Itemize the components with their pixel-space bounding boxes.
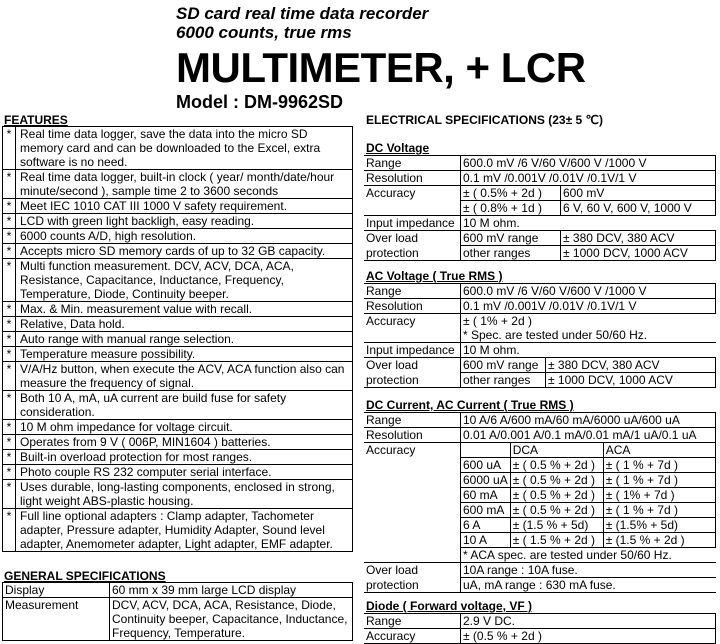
current-r-cell: 60 mA bbox=[461, 488, 511, 503]
spec-label: protection bbox=[364, 373, 461, 388]
general-row-measurement bbox=[3, 598, 353, 641]
current-aca-cell: ± ( 1 % + 7d ) bbox=[603, 458, 715, 473]
spec-label: Resolution bbox=[364, 299, 461, 314]
spec-value: 600 mV range bbox=[461, 358, 546, 373]
general-label: Display bbox=[3, 583, 110, 598]
general-table bbox=[2, 582, 353, 641]
bullet-asterisk: * bbox=[3, 362, 16, 391]
spec-label: Range bbox=[364, 614, 461, 629]
feature-text: Meet IEC 1010 CAT III 1000 V safety requirement. bbox=[16, 199, 353, 214]
bullet-asterisk: * bbox=[3, 435, 16, 450]
general-heading: GENERAL SPECIFICATIONS bbox=[4, 569, 166, 583]
feature-item bbox=[3, 127, 353, 170]
spec-value: 0.01 A/0.001 A/0.1 mA/0.01 mA/1 uA/0.1 uA bbox=[461, 428, 716, 443]
general-label: Measurement bbox=[3, 598, 110, 641]
feature-text: Auto range with manual range selection. bbox=[16, 332, 353, 347]
spec-label: Input impedance bbox=[364, 216, 461, 231]
feature-item bbox=[3, 362, 353, 391]
bullet-asterisk: * bbox=[3, 229, 16, 244]
current-accuracy-row bbox=[364, 488, 716, 503]
feature-text: Multi function measurement. DCV, ACV, DCA, ACA, Resistance, Capacitance, Inductance, Frequency, Temperature, Diode, Continuity beeper. bbox=[16, 259, 353, 302]
current-table bbox=[364, 412, 716, 593]
bullet-asterisk: * bbox=[3, 450, 16, 465]
current-aca-cell: ± ( 1% + 7d ) bbox=[603, 488, 715, 503]
bullet-asterisk: * bbox=[3, 465, 16, 480]
spec-value: 0.1 mV /0.001V /0.01V /0.1V/1 V bbox=[461, 171, 716, 186]
feature-text: Real time data logger, built-in clock ( year/ month/date/hour minute/second ), sample time 2 to 3600 seconds bbox=[16, 170, 353, 199]
feature-text: Photo couple RS 232 computer serial interface. bbox=[16, 465, 353, 480]
electrical-heading: ELECTRICAL SPECIFICATIONS (23± 5 ℃) bbox=[366, 113, 603, 127]
spec-label: Accuracy bbox=[364, 629, 461, 644]
spec-value: uA, mA range : 630 mA fuse. bbox=[461, 578, 716, 593]
current-r-cell: 600 uA bbox=[461, 458, 511, 473]
diode-heading: Diode ( Forward voltage, VF ) bbox=[366, 599, 533, 613]
feature-item bbox=[3, 302, 353, 317]
feature-item bbox=[3, 450, 353, 465]
spec-label: Over load bbox=[364, 358, 461, 373]
acv-table bbox=[364, 283, 716, 388]
spec-label: Resolution bbox=[364, 428, 461, 443]
feature-text: Built-in overload protection for most ranges. bbox=[16, 450, 353, 465]
current-aca-cell: ± (1.5% + 5d) bbox=[603, 518, 715, 533]
bullet-asterisk: * bbox=[3, 391, 16, 420]
bullet-asterisk: * bbox=[3, 317, 16, 332]
spec-label: Range bbox=[364, 284, 461, 299]
bullet-asterisk: * bbox=[3, 420, 16, 435]
spec-value: 10 M ohm. bbox=[463, 216, 520, 230]
dcv-table bbox=[364, 155, 716, 261]
header-subtitle-2: 6000 counts, true rms bbox=[176, 23, 352, 42]
feature-text: Operates from 9 V ( 006P, MIN1604 ) batteries. bbox=[16, 435, 353, 450]
current-accuracy-row bbox=[364, 518, 716, 533]
bullet-asterisk: * bbox=[3, 199, 16, 214]
current-heading: DC Current, AC Current ( True RMS ) bbox=[366, 398, 574, 412]
spec-label: Range bbox=[364, 156, 461, 171]
column-header-aca: ACA bbox=[603, 443, 715, 458]
spec-value: 600 mV range bbox=[461, 231, 561, 246]
spec-note: * Spec. are tested under 50/60 Hz. bbox=[461, 328, 716, 343]
current-accuracy-row bbox=[364, 473, 716, 488]
spec-label: Accuracy bbox=[364, 443, 461, 458]
feature-text: LCD with green light backligh, easy reading. bbox=[16, 214, 353, 229]
bullet-asterisk: * bbox=[3, 509, 16, 552]
spec-label-empty bbox=[364, 488, 461, 503]
header-subtitle-1: SD card real time data recorder bbox=[176, 4, 429, 23]
feature-item bbox=[3, 317, 353, 332]
feature-item bbox=[3, 259, 353, 302]
spec-value: other ranges bbox=[461, 373, 546, 388]
spec-label-empty bbox=[364, 328, 461, 343]
spec-value: 2.9 V DC. bbox=[461, 614, 716, 629]
feature-text: Both 10 A, mA, uA current are build fuse for safety consideration. bbox=[16, 391, 353, 420]
spec-value: 10 M ohm. bbox=[461, 343, 716, 358]
current-r-cell: 6 A bbox=[461, 518, 511, 533]
feature-text: Relative, Data hold. bbox=[16, 317, 353, 332]
general-value: 60 mm x 39 mm large LCD display bbox=[110, 583, 353, 598]
bullet-asterisk: * bbox=[3, 302, 16, 317]
spec-value: 600.0 mV /6 V/60 V/600 V /1000 V bbox=[461, 156, 716, 171]
bullet-asterisk: * bbox=[3, 214, 16, 229]
current-aca-cell: ± ( 1 % + 7d ) bbox=[603, 503, 715, 518]
bullet-asterisk: * bbox=[3, 244, 16, 259]
spec-value: 6 V, 60 V, 600 V, 1000 V bbox=[561, 201, 716, 216]
current-dca-cell: ± ( 0.5 % + 2d ) bbox=[510, 473, 603, 488]
spec-label: protection bbox=[364, 246, 461, 261]
feature-item bbox=[3, 214, 353, 229]
spec-label-empty bbox=[364, 458, 461, 473]
feature-item bbox=[3, 480, 353, 509]
bullet-asterisk: * bbox=[3, 259, 16, 302]
acv-heading: AC Voltage ( True RMS ) bbox=[366, 269, 503, 283]
feature-text: Max. & Min. measurement value with recall. bbox=[16, 302, 353, 317]
feature-text: 10 M ohm impedance for voltage circuit. bbox=[16, 420, 353, 435]
spec-label: Accuracy bbox=[364, 186, 461, 201]
feature-text: Uses durable, long-lasting components, enclosed in strong, light weight ABS-plastic housing. bbox=[16, 480, 353, 509]
current-aca-cell: ± ( 1 % + 7d ) bbox=[603, 473, 715, 488]
bullet-asterisk: * bbox=[3, 127, 16, 170]
spec-value: ± ( 0.8% + 1d ) bbox=[461, 201, 561, 216]
spec-note: * ACA spec. are tested under 50/60 Hz. bbox=[461, 548, 716, 563]
spec-label: Range bbox=[364, 413, 461, 428]
current-accuracy-row bbox=[364, 503, 716, 518]
spec-value: 600.0 mV /6 V/60 V/600 V /1000 V bbox=[461, 284, 716, 299]
spec-value: 0.1 mV /0.001V /0.01V /0.1V/1 V bbox=[461, 299, 716, 314]
spec-value: ± 380 DCV, 380 ACV bbox=[561, 231, 716, 246]
general-row-display bbox=[3, 583, 353, 598]
spec-value: ± ( 0.5% + 2d ) bbox=[461, 186, 561, 201]
current-accuracy-row bbox=[364, 458, 716, 473]
spec-cell-empty bbox=[461, 443, 511, 458]
spec-value: 10 A/6 A/600 mA/60 mA/6000 uA/600 uA bbox=[461, 413, 716, 428]
general-value: DCV, ACV, DCA, ACA, Resistance, Diode, Continuity beeper, Capacitance, Inductance, Frequency, Temperature. bbox=[110, 598, 353, 641]
spec-value: ± 380 DCV, 380 ACV bbox=[546, 358, 716, 373]
feature-item bbox=[3, 170, 353, 199]
spec-label-empty bbox=[364, 503, 461, 518]
feature-item bbox=[3, 229, 353, 244]
spec-label: Accuracy bbox=[364, 314, 461, 329]
spec-value: other ranges bbox=[461, 246, 561, 261]
feature-item bbox=[3, 347, 353, 362]
dcv-heading: DC Voltage bbox=[366, 141, 430, 155]
feature-item bbox=[3, 509, 353, 552]
current-dca-cell: ± ( 0.5 % + 2d ) bbox=[510, 503, 603, 518]
spec-label-empty bbox=[364, 201, 461, 216]
spec-value: ± 1000 DCV, 1000 ACV bbox=[561, 246, 716, 261]
feature-text: Temperature measure possibility. bbox=[16, 347, 353, 362]
spec-value: ± 1000 DCV, 1000 ACV bbox=[546, 373, 716, 388]
spec-value: 600 mV bbox=[561, 186, 716, 201]
current-dca-cell: ± (1.5 % + 5d) bbox=[510, 518, 603, 533]
spec-value: 10A range : 10A fuse. bbox=[461, 563, 716, 578]
current-dca-cell: ± ( 0.5 % + 2d ) bbox=[510, 488, 603, 503]
spec-label: protection bbox=[364, 578, 461, 593]
spec-label-empty bbox=[364, 518, 461, 533]
bullet-asterisk: * bbox=[3, 332, 16, 347]
bullet-asterisk: * bbox=[3, 170, 16, 199]
spec-value: ± (0.5 % + 2d ) bbox=[461, 629, 716, 644]
current-dca-cell: ± ( 1.5 % + 2d ) bbox=[510, 533, 603, 548]
spec-label: Resolution bbox=[364, 171, 461, 186]
feature-item bbox=[3, 465, 353, 480]
page-title: MULTIMETER, + LCR bbox=[176, 44, 586, 91]
feature-item bbox=[3, 199, 353, 214]
model-label: Model : DM-9962SD bbox=[176, 92, 344, 112]
spec-label: Input impedance bbox=[364, 343, 461, 358]
features-table bbox=[2, 126, 353, 552]
current-r-cell: 10 A bbox=[461, 533, 511, 548]
spec-label: Over load bbox=[364, 563, 461, 578]
spec-value: ± ( 1% + 2d ) bbox=[463, 314, 532, 328]
spec-label-empty bbox=[364, 548, 461, 563]
feature-item bbox=[3, 391, 353, 420]
diode-table bbox=[364, 613, 716, 644]
column-header-dca: DCA bbox=[510, 443, 603, 458]
feature-text: Accepts micro SD memory cards of up to 32 GB capacity. bbox=[16, 244, 353, 259]
feature-item bbox=[3, 244, 353, 259]
feature-text: Real time data logger, save the data into the micro SD memory card and can be downloaded to the Excel, extra software is no need. bbox=[16, 127, 353, 170]
bullet-asterisk: * bbox=[3, 347, 16, 362]
spec-label: Over load bbox=[364, 231, 461, 246]
current-r-cell: 600 mA bbox=[461, 503, 511, 518]
feature-item bbox=[3, 420, 353, 435]
current-dca-cell: ± ( 0.5 % + 2d ) bbox=[510, 458, 603, 473]
current-accuracy-row bbox=[364, 533, 716, 548]
feature-text: 6000 counts A/D, high resolution. bbox=[16, 229, 353, 244]
spec-label-empty bbox=[364, 533, 461, 548]
spec-label-empty bbox=[364, 473, 461, 488]
current-r-cell: 6000 uA bbox=[461, 473, 511, 488]
features-heading: FEATURES bbox=[4, 113, 68, 127]
current-aca-cell: ± (1.5 % + 2d ) bbox=[603, 533, 715, 548]
feature-item bbox=[3, 332, 353, 347]
bullet-asterisk: * bbox=[3, 480, 16, 509]
feature-text: Full line optional adapters : Clamp adapter, Tachometer adapter, Pressure adapter, Humidity Adapter, Sound level adapter, Anemometer adapter, Light adapter, EMF adapter. bbox=[16, 509, 353, 552]
feature-text: V/A/Hz button, when execute the ACV, ACA function also can measure the frequency of signal. bbox=[16, 362, 353, 391]
feature-item bbox=[3, 435, 353, 450]
